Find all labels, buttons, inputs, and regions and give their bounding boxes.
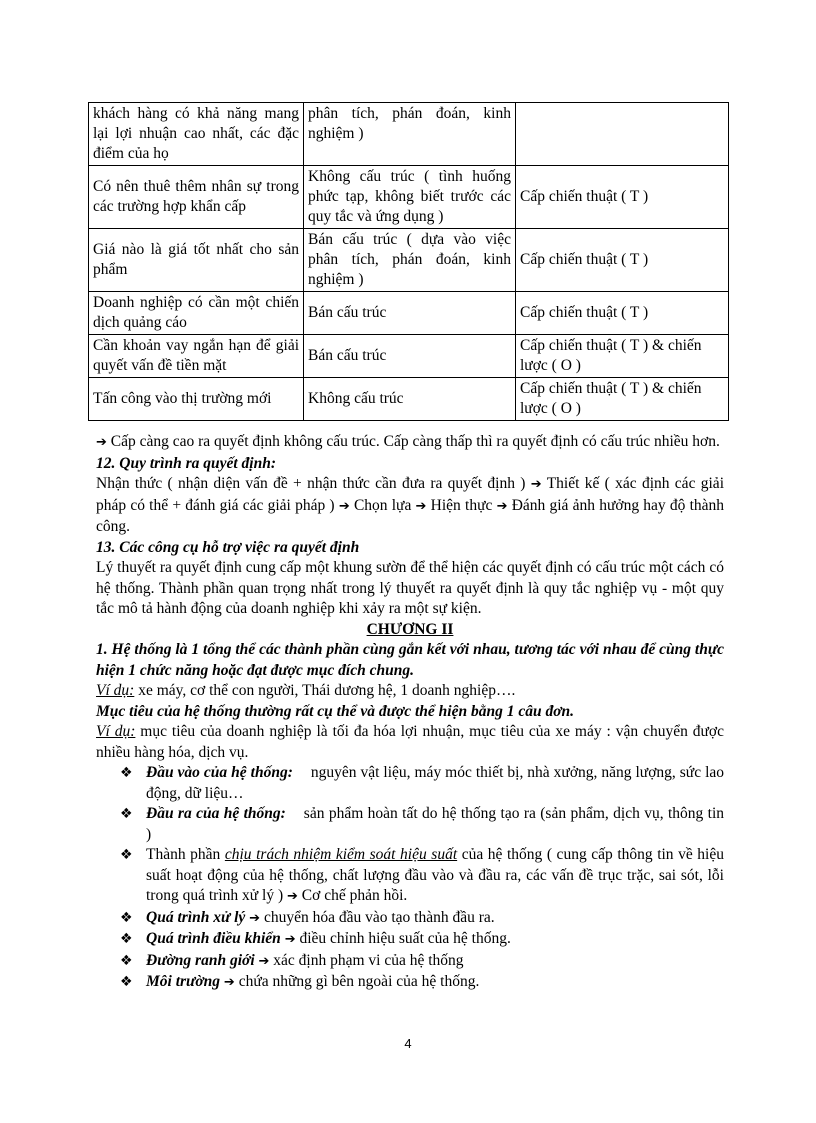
table-cell: Cấp chiến thuật ( T ) <box>516 166 729 229</box>
right-arrow-icon: ➔ <box>530 477 542 492</box>
system-goal-statement: Mục tiêu của hệ thống thường rất cụ thể và được thể hiện bằng 1 câu đơn. <box>96 702 575 720</box>
table-cell: Cấp chiến thuật ( T ) <box>516 229 729 292</box>
table-row <box>89 335 729 378</box>
table-cell: Cấp chiến thuật ( T ) <box>516 292 729 335</box>
example-label: Ví dụ: <box>96 723 136 740</box>
right-arrow-icon: ➔ <box>284 932 296 947</box>
list-item: ❖ Đầu ra của hệ thống: sản phẩm hoàn tất do hệ thống tạo ra (sản phẩm, dịch vụ, thông tin ) <box>120 805 724 843</box>
list-item: ❖ Thành phần chịu trách nhiệm kiểm soát hiệu suất của hệ thống ( cung cấp thông tin về hiệu suất hoạt động của hệ thống, chất lượng đầu vào và đầu ra, các vấn đề trục trặc, sai sót, lỗi trong quá trình xử lý ) ➔ Cơ chế phản hồi. <box>120 846 724 904</box>
four-diamond-bullet-icon: ❖ <box>120 806 133 822</box>
table-cell: Không cấu trúc <box>304 378 516 421</box>
list-item: ❖ Đầu vào của hệ thống: nguyên vật liệu, máy móc thiết bị, nhà xưởng, năng lượng, sức lao động, dữ liệu… <box>120 764 725 802</box>
table-cell: Bán cấu trúc ( dựa vào việc phân tích, phán đoán, kinh nghiệm ) <box>304 229 516 292</box>
right-arrow-icon: ➔ <box>249 910 261 926</box>
summary-paragraph: ➔ Cấp càng cao ra quyết định không cấu trúc. Cấp càng thấp thì ra quyết định có cấu trúc nhiều hơn. <box>96 433 720 450</box>
table-cell: Cần khoản vay ngắn hạn để giải quyết vấn đề tiền mặt <box>89 335 304 378</box>
section-13-text: Lý thuyết ra quyết định cung cấp một khung sườn để thể hiện các quyết định có cấu trúc một cách có hệ thống. Thành phần quan trọng nhất trong lý thuyết ra quyết định là quy tắc nghiệp vụ - một quy tắc mô tả hành động của doanh nghiệp khi xảy ra một sự kiện. <box>96 559 724 617</box>
right-arrow-icon: ➔ <box>258 953 270 969</box>
table-cell: phân tích, phán đoán, kinh nghiệm ) <box>304 103 516 166</box>
table-row <box>89 292 729 335</box>
table-cell: Không cấu trúc ( tình huống phức tạp, không biết trước các quy tắc và ứng dụng ) <box>304 166 516 229</box>
four-diamond-bullet-icon: ❖ <box>120 847 133 863</box>
right-arrow-icon: ➔ <box>287 889 298 904</box>
right-arrow-icon: ➔ <box>96 435 107 450</box>
list-item: ❖ Quá trình điều khiển ➔ điều chỉnh hiệu suất của hệ thống. <box>96 929 724 951</box>
table-cell: Cấp chiến thuật ( T ) & chiến lược ( O ) <box>516 378 729 421</box>
four-diamond-bullet-icon: ❖ <box>120 909 133 926</box>
decision-table <box>88 102 729 421</box>
list-item: ❖ Đường ranh giới ➔ xác định phạm vi của hệ thống <box>96 951 724 973</box>
example-2: Ví dụ: mục tiêu của doanh nghiệp là tối đa hóa lợi nhuận, mục tiêu của xe máy : vận chuyển được nhiều hàng hóa, dịch vụ. <box>96 723 724 761</box>
table-row <box>89 103 729 166</box>
section-12-text: Nhận thức ( nhận diện vấn đề + nhận thức cần đưa ra quyết định ) ➔ Thiết kế ( xác định các giải pháp có thể + đánh giá các giải pháp ) ➔ Chọn lựa ➔ Hiện thực ➔ Đánh giá ảnh hưởng hay độ thành công. <box>96 475 725 535</box>
table-cell: khách hàng có khả năng mang lại lợi nhuận cao nhất, các đặc điểm của họ <box>89 103 304 166</box>
chapter-definition: 1. Hệ thống là 1 tổng thể các thành phần cùng gắn kết với nhau, tương tác với nhau để cùng thực hiện 1 chức năng hoặc đạt được mục đích chung. <box>96 641 724 679</box>
four-diamond-bullet-icon: ❖ <box>120 974 133 990</box>
list-item: ❖ Quá trình xử lý ➔ chuyển hóa đầu vào tạo thành đầu ra. <box>96 908 724 930</box>
table-row <box>89 229 729 292</box>
right-arrow-icon: ➔ <box>415 498 427 514</box>
right-arrow-icon: ➔ <box>496 498 508 514</box>
four-diamond-bullet-icon: ❖ <box>120 931 133 947</box>
right-arrow-icon: ➔ <box>223 975 235 990</box>
four-diamond-bullet-icon: ❖ <box>120 765 133 781</box>
table-cell: Doanh nghiệp có cần một chiến dịch quảng cáo <box>89 292 304 335</box>
table-row <box>89 378 729 421</box>
section-12-heading: 12. Quy trình ra quyết định: <box>96 454 277 472</box>
document-body <box>96 432 724 994</box>
table-cell <box>516 103 729 166</box>
chapter-title: CHƯƠNG II <box>366 620 454 638</box>
table-cell: Tấn công vào thị trường mới <box>89 378 304 421</box>
four-diamond-bullet-icon: ❖ <box>120 952 133 969</box>
system-components-list <box>96 763 724 994</box>
table-cell: Có nên thuê thêm nhân sự trong các trường hợp khẩn cấp <box>89 166 304 229</box>
page-number: 4 <box>404 1036 412 1051</box>
table-row <box>89 166 729 229</box>
table-cell: Cấp chiến thuật ( T ) & chiến lược ( O ) <box>516 335 729 378</box>
right-arrow-icon: ➔ <box>338 498 350 514</box>
example-1: Ví dụ: xe máy, cơ thể con người, Thái dương hệ, 1 doanh nghiệp…. <box>96 682 516 699</box>
table-cell: Bán cấu trúc <box>304 335 516 378</box>
example-label: Ví dụ: <box>96 682 135 699</box>
section-13-heading: 13. Các công cụ hỗ trợ việc ra quyết định <box>96 538 360 556</box>
table-cell: Bán cấu trúc <box>304 292 516 335</box>
list-item: ❖ Môi trường ➔ chứa những gì bên ngoài của hệ thống. <box>96 972 724 994</box>
table-cell: Giá nào là giá tốt nhất cho sản phẩm <box>89 229 304 292</box>
